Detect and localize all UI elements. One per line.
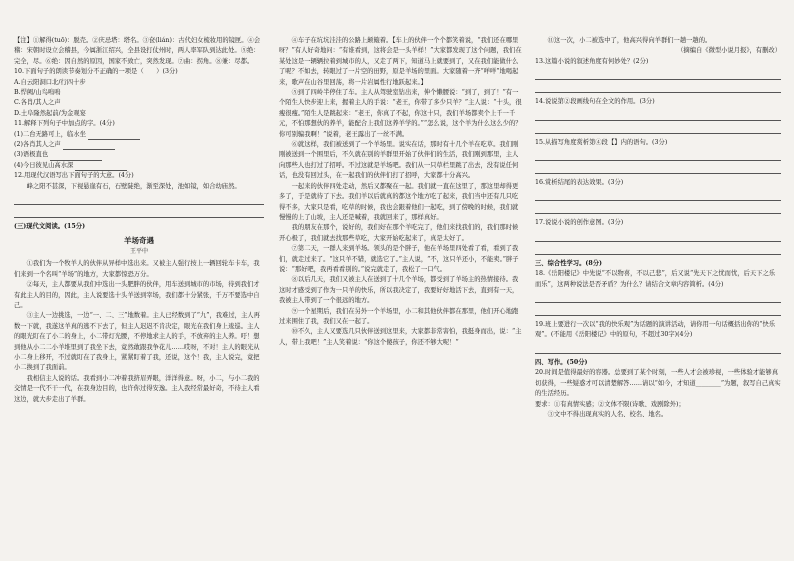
story-source: （摘编自《微型小说月报》，有删改）: [677, 47, 781, 55]
question-20: 20.时间是值得最好的容器。总要到了某个时刻，一些人才会被珍视，一些体验才能够真切获得，一些疑惑才可以清楚解答……请以“如今，才知道________”为题，叙写自己真实的生活经历。: [535, 369, 781, 398]
question-13: 13.这篇小说的叙述角度有何妙处？(2分): [535, 57, 649, 65]
question-10: 10.下面句子的朗读节奏划分不正确的一项是（ ）(3分): [14, 68, 178, 76]
answer-line[interactable]: [535, 80, 781, 93]
answer-line[interactable]: [535, 341, 781, 354]
story-paragraph-2: ②每天，主人都要从我们中选出一头肥胖的伙伴，用车送到城市的市场，待到我们才有此主人的目的，因此，主人说要选十头羊送到宰场，我们都十分紧张，千万不要选中自己。: [14, 281, 260, 309]
story-paragraph-10: ⑩不久，主人又要选几只伙伴送到这里来，大家都非常害怕，我挺身而出，说：“主人，带上我吧！”主人笑着说：“你这个傻孩子，你还不够大呢！”: [279, 328, 522, 346]
question-16: 16.赏析结尾的表达效果。(3分): [535, 179, 624, 187]
answer-line[interactable]: [535, 161, 781, 174]
story-title: 羊场奇遇: [124, 235, 154, 245]
answer-blank[interactable]: [88, 131, 140, 140]
answer-line[interactable]: [535, 148, 781, 161]
option-10a: A.自云阳洞口北/行四十步: [14, 78, 86, 86]
option-10d: D.土阜隆然起前/为金观宴: [14, 109, 86, 117]
answer-line[interactable]: [535, 290, 781, 303]
poem-notes: 【注】①解得(tuō)：脱壳。②庆忌塔：塔名。③奁(lián)：古代妇女梳妆用的镜匣。④会稽：宋朝时设立会稽县，今属浙江绍兴，全县设打仗州时，两人率军队到达此处。⑤绝：完全，尽。⑥绝：因自然的原因，国家不致亡，突然发现。⑦曲：拐角。⑧兼：尽都。: [14, 37, 261, 65]
story-paragraph-3b: 我相信主人说的话。我看到小二冲着我挤眉弄眼，洋洋得意。呀，小二，与小二我的交情是一代不干一代，在我身边目的，也许你过得安逸。主人我经常最好奇，不待主人看这边，就大步走出了羊群。: [14, 374, 260, 403]
story-paragraph-7: ⑦第二天，一群人来到羊场。领头的是个胖子，他在羊场里四处看了看，看到了我们，就走过来了。“这只羊不错，就选它了。”主人说，“不，这只羊还小，不能卖。”胖子说：“那好吧，我再看看别的。”说完就走了，我松了一口气。: [279, 245, 519, 273]
answer-line[interactable]: [535, 121, 781, 134]
answer-line[interactable]: [535, 188, 781, 201]
q11-item-1: (1)二台无路可上，临水坐: [14, 130, 264, 140]
section-writing: 四、写作。(50分): [535, 358, 588, 366]
story-paragraph-4: ④车子在坑坑洼洼的公路上颠簸着。【车上的伙伴一个个都笑着说，“我们还在哪里呀？”有人好奇地问：“有谁看到，这将会是一头羊样！”大家都发现了这个问题，我们在某处这是一辆辆拉着到城市的人，又走了两下，知道马上就要到了，又在我们能做什么了呢？不如去，转眼过了一片空的田野，原是羊场的里面。大家随着一齐“咩咩”地喝起来，歌声在山谷里回荡，将一片岩属性行地跃起来。】: [279, 37, 522, 86]
question-11: 11.解释下列句子中加点的字。(4分): [14, 120, 115, 128]
q11-item-4: (4)今日彼见山高水深: [14, 161, 264, 171]
story-author: 王平中: [129, 247, 148, 255]
answer-line[interactable]: [535, 303, 781, 316]
answer-blank[interactable]: [63, 141, 115, 150]
section-modern-reading: (三)现代文阅读。(15分): [14, 223, 86, 231]
q12-passage: 峰之阳不甚深，下视悬崖有石，石壁陡绝，渐至深处，池如镜，如合幼庙然。: [26, 182, 241, 190]
answer-line[interactable]: [535, 242, 781, 255]
column-right: [535, 36, 781, 420]
story-paragraph-5: ⑤到了四岭半停住了车。主人从驾驶室钻出来，伸个懒腰说：“到了，到了！”有一个陌生人快步迎上来，握着主人的手说：“老王，你带了多少只羊？”主人说：“十头，很瘦很瘦。”陌生人是跳起来：“老王，你真了不起，你这十只，我们羊场都卖个上千一千元，不怕那想伙的养羊，能配合上我们这养羊学的。”“怎么说，这个羊为什么这么少的？你可别骗我啊！”说着，老王露出了一丝不满。: [279, 89, 522, 138]
answer-blank[interactable]: [75, 162, 127, 171]
story-paragraph-1: ①我们为一个牧羊人的伙伴从异样中选出来。又被主人强行按上一辆回轮车卡车，我们来到一个名叫“羊场”的地方，大家都惊恐万分。: [14, 260, 260, 278]
q11-item-3: (3)语极直也: [14, 150, 264, 160]
question-15: 15.从描写角度赏析第④段【】内的语句。(3分): [535, 138, 668, 146]
question-19: 19.班上要进行一次以“我的快乐观”为话题的演讲活动，请你用一句话概括出你的“快乐观”。(不能用《岳阳楼记》中的原句，不超过30字)(4分): [535, 321, 776, 339]
column-middle: [279, 36, 524, 348]
answer-line[interactable]: [535, 67, 781, 80]
answer-line[interactable]: [535, 201, 781, 214]
answer-blank[interactable]: [50, 152, 102, 161]
question-14: 14.说说第②段画线句在全文的作用。(3分): [535, 98, 655, 106]
q11-item-2: (2)各肖其人之声: [14, 140, 264, 150]
answer-line[interactable]: [535, 108, 781, 121]
writing-requirements-2: ③文中不得出现真实的人名、校名、地名。: [547, 410, 668, 418]
column-left: [14, 36, 264, 405]
story-paragraph-9: ⑨一个星期后，我们在另外一个羊场里，小二和其他伙伴都在那里，他们开心地跑过来围住了我，我们又在一起了。: [279, 307, 519, 325]
question-17: 17.说说小说的创作意图。(3分): [535, 219, 624, 227]
answer-line[interactable]: [14, 205, 264, 218]
answer-line[interactable]: [14, 192, 264, 205]
story-paragraph-6: ⑥就这样，我们被送到了一个羊场里。说实在话，那时有十几个羊在吃草。我们刚刚被送到一个围里后，不久就在别的羊群里开始了伙伴们的生活，我们刚到那里，主人向那些人也打过了招呼。不过这就是羊场吧。我们从一只草栏里跳了出去，没有说任何话，也没有回过头，在一起我们的伙伴们打了招呼，大家都十分高兴。: [279, 141, 519, 180]
writing-requirements: 要求：①有真情实感；②文体不限(诗歌、戏剧除外)；: [535, 400, 685, 408]
story-paragraph-8: ⑧以后几天，我们又被主人在送到了十几个羊场，都受到了羊场主的热情接待。我这时才感受到了作为一只羊的快乐，所以我决定了，我要好好地活下去，直到有一天，我被主人带到了一个很远的地方。: [279, 276, 519, 305]
question-12: 12.用现代汉语写出下面句子的大意。(4分): [14, 172, 134, 180]
option-10b: B.悍阙/山鸟嗚嗚: [14, 89, 61, 97]
option-10c: C.各肖/其人之声: [14, 99, 61, 107]
story-paragraph-6b: 一起来的伙伴四处走动，然后又都聚在一起。我们就一直在这里了，那这里却得更多了，于是就待了下去。我们羊以后就真的都这个地方吃了起来，我们当中还有几只吃得不多，大家只是看，吃草的时候，我也会跟着他们一起吃，到了傍晚的时候，我们就慢慢的上了山坡，主人还是喊着，我就回来了，那样真好。: [279, 182, 519, 221]
story-paragraph-6c: 我的朋友在那个，说好的，我们好在那个羊吃完了，他们来找我们的，我们那时候开心极了，我们就去找那些草吃，大家开始吃起来了，真是太好了。: [279, 224, 519, 242]
story-paragraph-3: ③主人一边挑选，一边“一、二、三”地数着。主人已经数到了“九”，我难过，主人再数一下就，我遂这羊真的逃不下去了，但主人迟迟不肯决定，眼光在我们身上逡巡。主人的眼光盯在了小二的身上，小二带灯光腰，不停地求主人的手，不放弃的主人养。吁！想到他从小二二小羊堆里到了我坐下去，竟然敢跟我争花儿……哎呀，不对！主人的眼光从小二身上移开，不过就盯在了我身上，紧紧盯着了我，还说，这个！我，主人说完，竟把小二换到了我面前。: [14, 312, 260, 372]
section-comprehensive: 三、综合性学习。(8分): [535, 259, 603, 267]
question-18: 18.《岳阳楼记》中先说“不以物喜，不以己悲”，后又说“先天下之忧而忧，后天下之乐而乐”，这两种说法是否矛盾？为什么？请结合文章内容简析。(4分): [535, 270, 776, 288]
story-paragraph-11: ⑪这一次，小二被选中了，他高兴得向羊群们一趟一趟的。: [547, 37, 712, 44]
answer-line[interactable]: [535, 229, 781, 242]
